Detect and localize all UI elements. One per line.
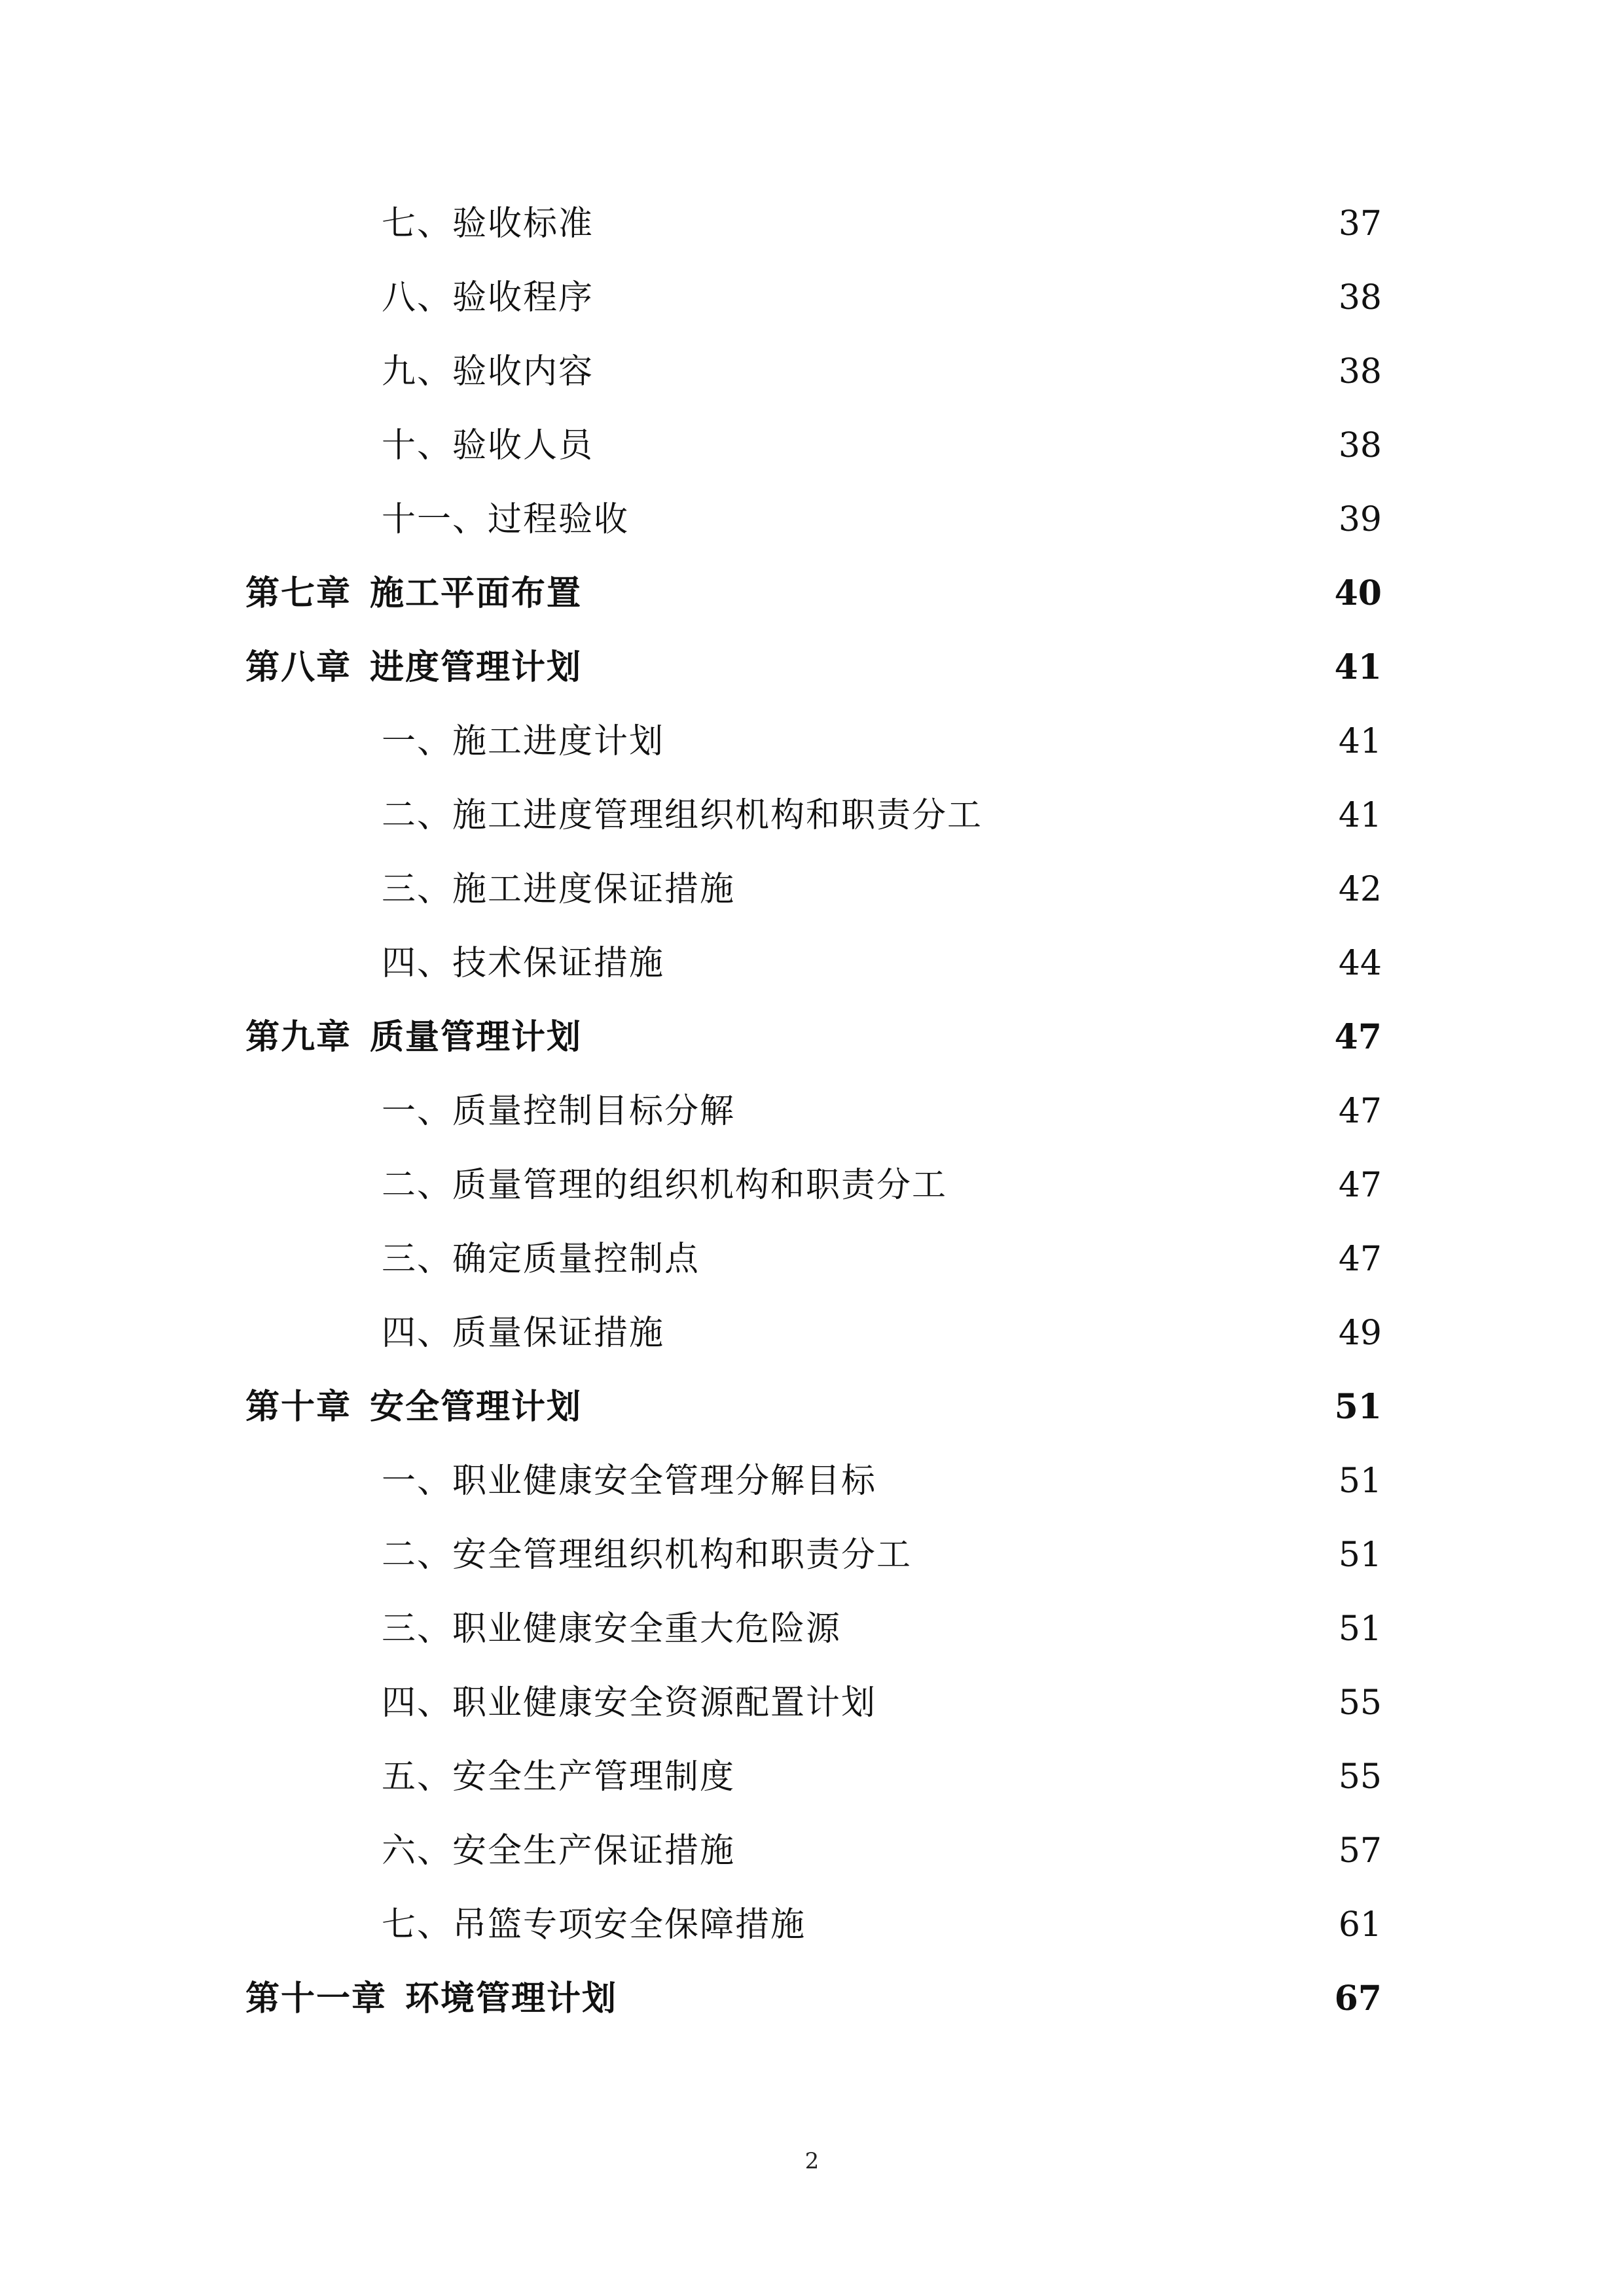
toc-entry-number: 四、 [382,1683,453,1723]
toc-entry-title [382,1751,735,1803]
toc-entry-page: 41 [1338,796,1382,835]
toc-entry-title [382,1085,735,1138]
dot-leader [600,198,1332,250]
toc-entry-title [382,1529,912,1581]
toc-entry-page: 41 [1338,722,1382,761]
toc-chapter-entry[interactable] [245,1011,1382,1064]
toc-entry-text: 职业健康安全管理分解目标 [452,1462,877,1501]
toc-entry[interactable] [382,1085,1382,1138]
dot-leader [600,272,1332,324]
toc-entry-number: 第九章 [245,1017,352,1057]
toc-entry-number: 二、 [382,796,453,835]
dot-leader [812,1899,1332,1951]
toc-entry-page: 61 [1338,1905,1382,1945]
toc-entry[interactable] [382,1455,1382,1507]
toc-entry-number: 二、 [382,1166,453,1205]
toc-entry-text: 验收程序 [452,278,594,317]
dot-leader [588,1381,1328,1433]
toc-entry[interactable] [382,1603,1382,1655]
toc-entry[interactable] [382,1529,1382,1581]
toc-entry-number: 一、 [382,722,453,761]
toc-entry-title [382,1455,876,1507]
toc-entry-title [382,1825,735,1877]
toc-entry-text: 安全管理组织机构和职责分工 [452,1535,912,1575]
dot-leader [671,1307,1332,1359]
toc-entry-number: 九、 [382,352,453,391]
dot-leader [588,567,1328,620]
toc-entry-title [382,863,735,916]
toc-entry-title [245,1973,617,2025]
toc-entry-title [245,567,582,620]
toc-entry-title [382,937,664,990]
toc-entry[interactable] [382,198,1382,250]
toc-entry[interactable] [382,420,1382,472]
toc-entry-title [382,1159,947,1211]
toc-entry-text: 安全生产管理制度 [452,1757,736,1797]
toc-entry[interactable] [382,1159,1382,1211]
dot-leader [636,493,1332,546]
dot-leader [742,1751,1332,1803]
toc-entry[interactable] [382,1751,1382,1803]
toc-entry-text: 施工进度保证措施 [452,870,736,909]
dot-leader [588,1011,1328,1064]
toc-entry-page: 47 [1338,1092,1382,1131]
dot-leader [848,1603,1332,1655]
dot-leader [742,1825,1332,1877]
dot-leader [671,715,1332,768]
toc-entry-title [245,641,582,694]
dot-leader [624,1973,1328,2025]
toc-entry-title [382,1307,664,1359]
dot-leader [706,1233,1332,1285]
toc-entry[interactable] [382,1677,1382,1729]
toc-entry-title [382,1899,806,1951]
toc-entry-number: 第十章 [245,1387,352,1427]
toc-entry-title [382,420,594,472]
dot-leader [600,420,1332,472]
toc-entry-text: 安全管理计划 [370,1387,583,1427]
toc-entry-page: 51 [1338,1535,1382,1575]
toc-entry-page: 37 [1338,204,1382,243]
toc-chapter-entry[interactable] [245,1973,1382,2025]
dot-leader [742,1085,1332,1138]
toc-entry[interactable] [382,1899,1382,1951]
toc-entry[interactable] [382,863,1382,916]
toc-entry-page: 38 [1338,278,1382,317]
toc-entry[interactable] [382,346,1382,398]
toc-entry-text: 安全生产保证措施 [452,1831,736,1871]
toc-entry-page: 55 [1338,1683,1382,1723]
toc-entry-text: 验收人员 [452,426,594,465]
toc-entry-text: 验收内容 [452,352,594,391]
toc-entry-text: 确定质量控制点 [452,1240,700,1279]
toc-entry[interactable] [382,493,1382,546]
toc-entry-number: 十一、 [382,500,488,539]
toc-entry-page: 47 [1338,1240,1382,1279]
toc-entry-text: 环境管理计划 [405,1979,618,2018]
toc-entry-page: 51 [1338,1609,1382,1649]
toc-entry-page: 38 [1338,352,1382,391]
toc-entry-number: 第七章 [245,573,352,613]
dot-leader [671,937,1332,990]
toc-entry-text: 进度管理计划 [370,647,583,687]
dot-leader [918,1529,1332,1581]
dot-leader [600,346,1332,398]
toc-entry-text: 职业健康安全重大危险源 [452,1609,842,1649]
toc-entry-page: 41 [1334,647,1382,687]
toc-chapter-entry[interactable] [245,1381,1382,1433]
toc-entry-page: 57 [1338,1831,1382,1871]
toc-entry-text: 技术保证措施 [452,944,665,983]
toc-entry-page: 42 [1338,870,1382,909]
toc-entry-page: 39 [1338,500,1382,539]
toc-entry-page: 38 [1338,426,1382,465]
toc-entry-title [245,1011,582,1064]
toc-entry-text: 验收标准 [452,204,594,243]
toc-entry-number: 一、 [382,1462,453,1501]
toc-entry-text: 施工平面布置 [370,573,583,613]
toc-entry-number: 三、 [382,870,453,909]
toc-entry-number: 三、 [382,1609,453,1649]
toc-entry-number: 七、 [382,204,453,243]
dot-leader [588,641,1328,694]
toc-entry[interactable] [382,937,1382,990]
toc-entry-number: 六、 [382,1831,453,1871]
toc-entry-number: 三、 [382,1240,453,1279]
toc-entry-title [382,715,664,768]
toc-entry-text: 吊篮专项安全保障措施 [452,1905,806,1945]
toc-entry-text: 施工进度计划 [452,722,665,761]
toc-entry-page: 51 [1334,1387,1382,1427]
toc-entry[interactable] [382,1825,1382,1877]
dot-leader [742,863,1332,916]
toc-entry-number: 四、 [382,1314,453,1353]
toc-entry-text: 质量管理的组织机构和职责分工 [452,1166,948,1205]
toc-entry-text: 质量管理计划 [370,1017,583,1057]
toc-entry[interactable] [382,789,1382,842]
dot-leader [989,789,1332,842]
toc-entry-title [382,198,594,250]
toc-entry-page: 47 [1334,1017,1382,1057]
toc-entry-title [382,789,983,842]
toc-entry-text: 过程验收 [488,500,630,539]
toc-entry-title [382,493,629,546]
toc-entry-page: 67 [1334,1979,1382,2018]
toc-entry-number: 八、 [382,278,453,317]
toc-entry-title [382,272,594,324]
toc-entry-number: 七、 [382,1905,453,1945]
toc-entry-number: 四、 [382,944,453,983]
toc-entry-title [382,1677,876,1729]
toc-entry-number: 五、 [382,1757,453,1797]
page-number: 2 [804,2148,820,2174]
dot-leader [954,1159,1332,1211]
toc-entry[interactable] [382,715,1382,768]
toc-chapter-entry[interactable] [245,567,1382,620]
toc-entry-text: 质量保证措施 [452,1314,665,1353]
toc-entry[interactable] [382,272,1382,324]
toc-entry-number: 十、 [382,426,453,465]
toc-entry-title [382,1603,841,1655]
toc-entry-page: 55 [1338,1757,1382,1797]
toc-entry[interactable] [382,1307,1382,1359]
dot-leader [883,1455,1332,1507]
toc-entry-text: 施工进度管理组织机构和职责分工 [452,796,983,835]
toc-entry[interactable] [382,1233,1382,1285]
toc-entry-number: 一、 [382,1092,453,1131]
toc-entry-number: 第十一章 [245,1979,388,2018]
toc-entry-page: 51 [1338,1462,1382,1501]
dot-leader [883,1677,1332,1729]
toc-entry-title [382,1233,700,1285]
toc-chapter-entry[interactable] [245,641,1382,694]
toc-entry-page: 47 [1338,1166,1382,1205]
toc-entry-text: 质量控制目标分解 [452,1092,736,1131]
toc-entry-number: 第八章 [245,647,352,687]
toc-entry-title [245,1381,582,1433]
toc-entry-title [382,346,594,398]
toc-entry-page: 44 [1338,944,1382,983]
toc-entry-page: 49 [1338,1314,1382,1353]
toc-entry-page: 40 [1334,573,1382,613]
toc-entry-text: 职业健康安全资源配置计划 [452,1683,877,1723]
toc-entry-number: 二、 [382,1535,453,1575]
